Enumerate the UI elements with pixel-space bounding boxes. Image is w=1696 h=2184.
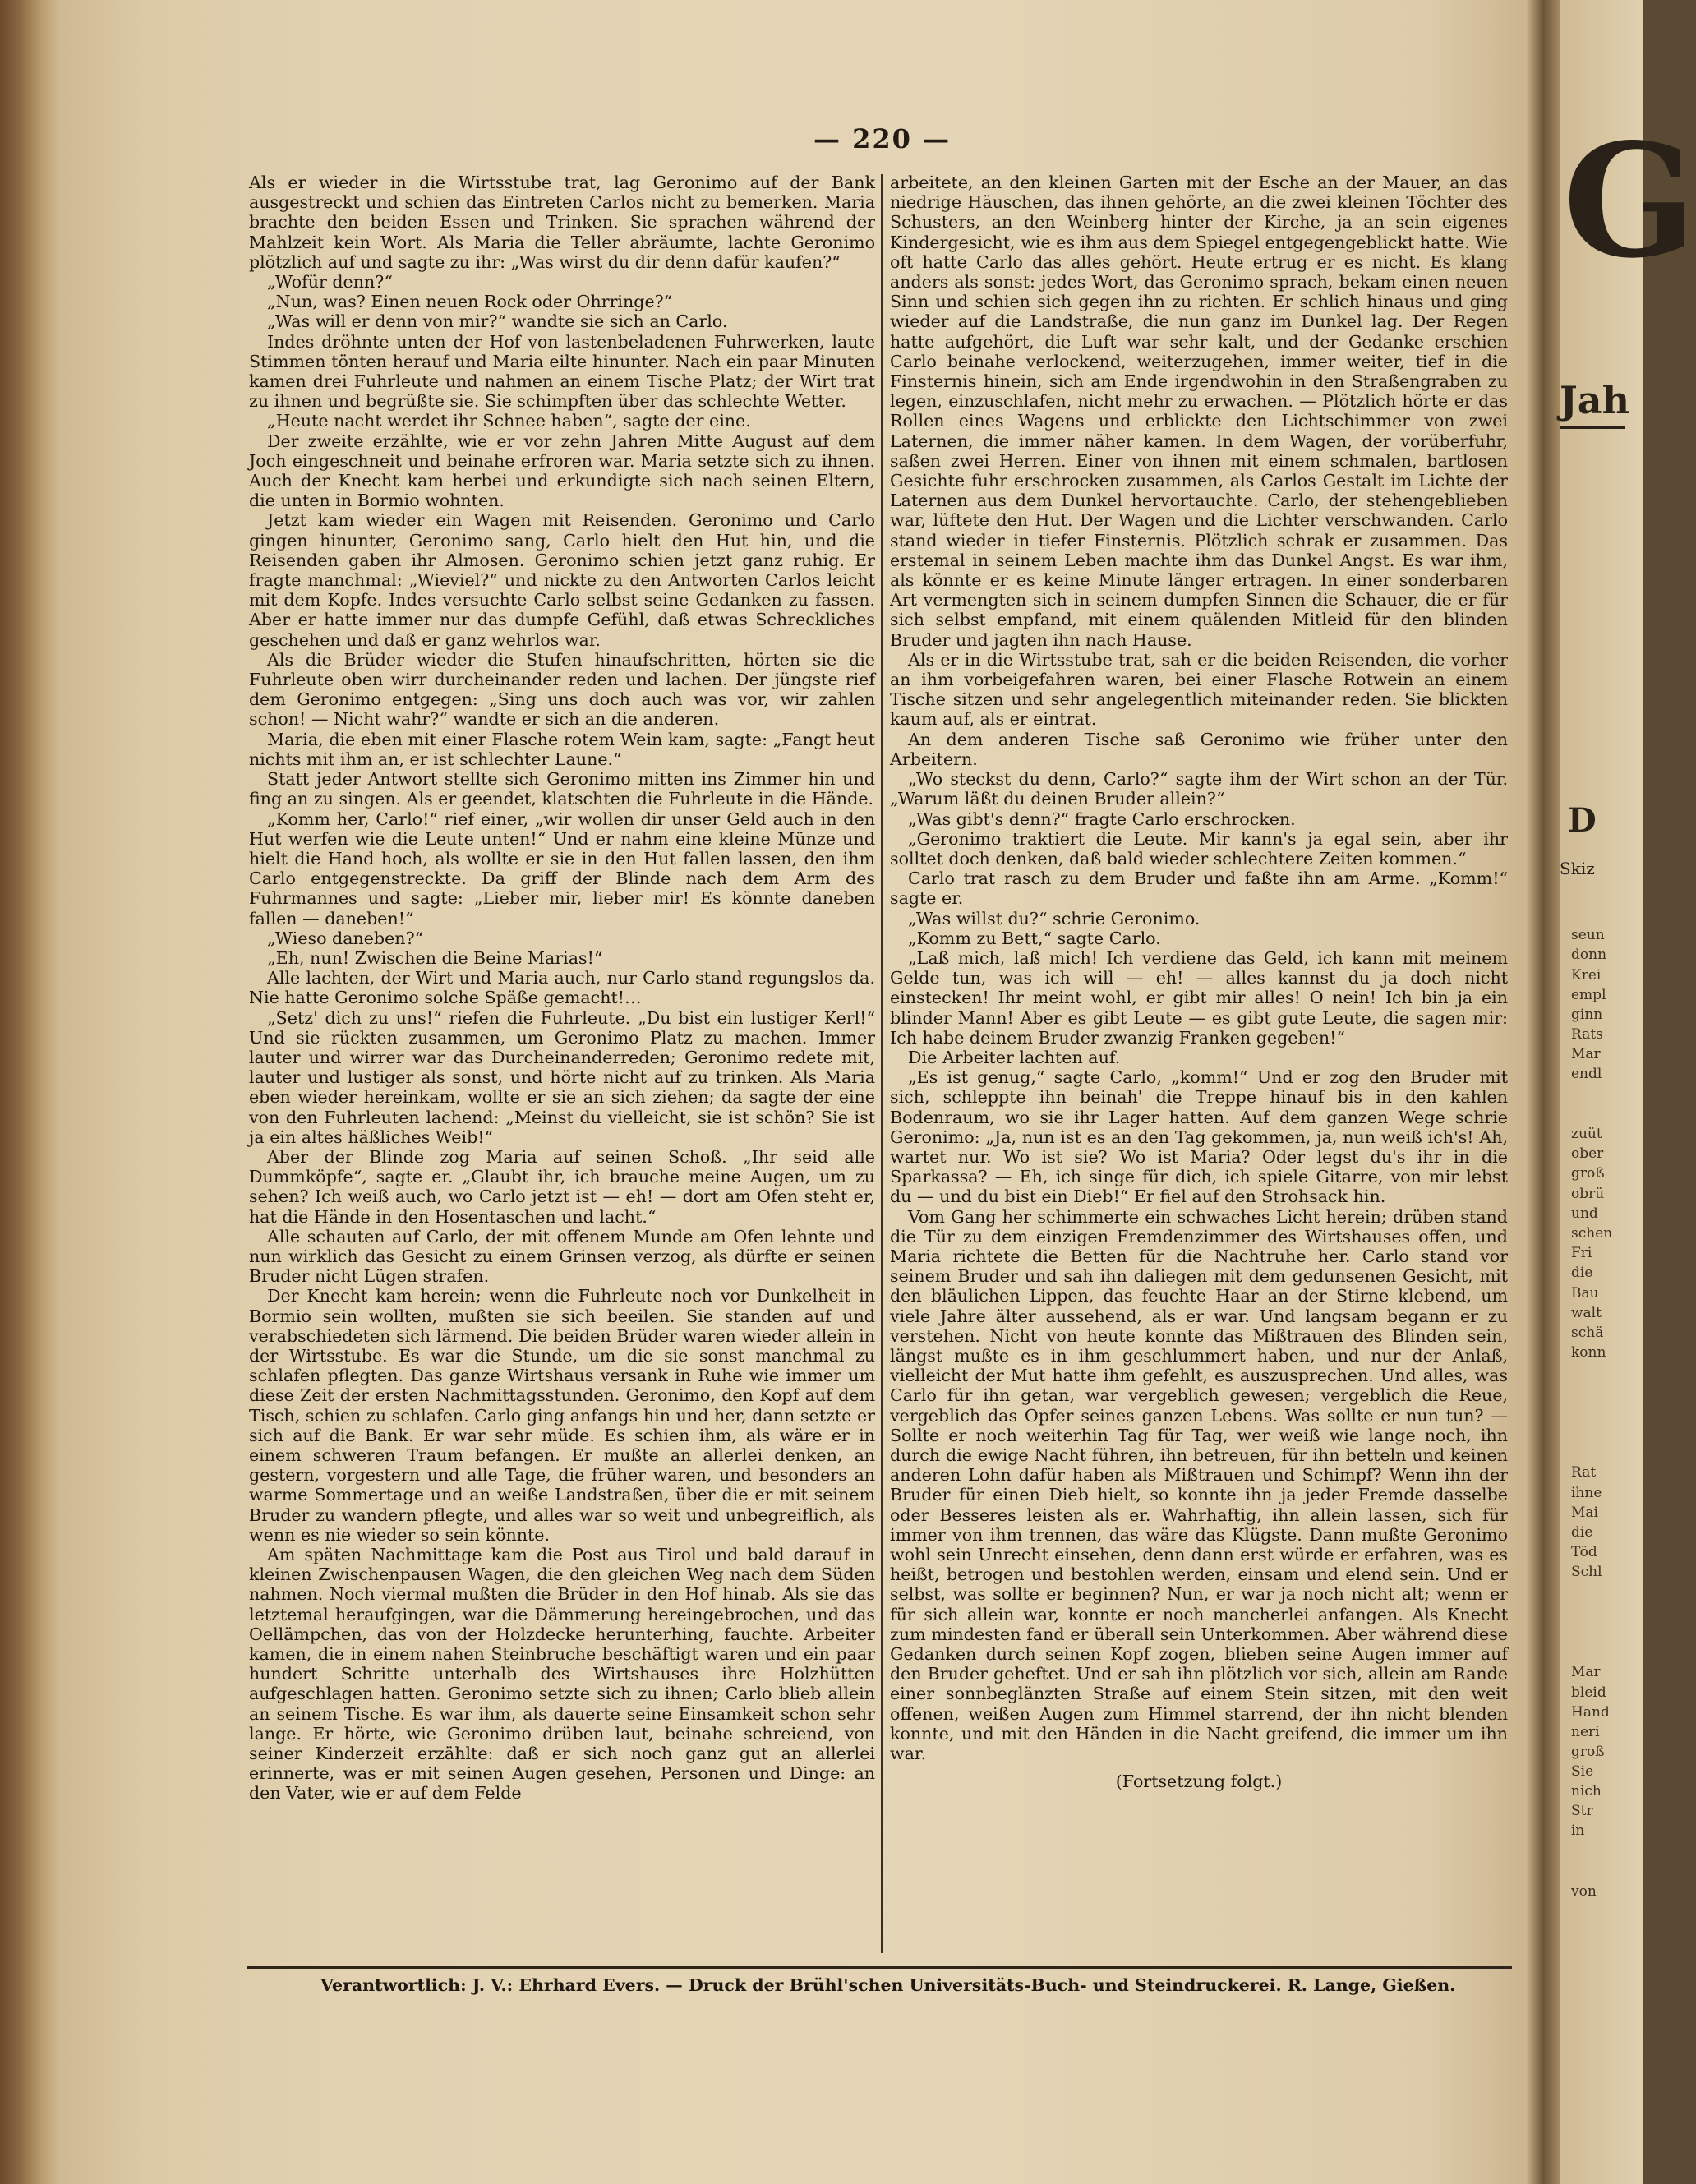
next-page-word: Mar	[1571, 1664, 1601, 1680]
next-page-word: Töd	[1571, 1544, 1597, 1560]
next-page-word: Hand	[1571, 1704, 1610, 1721]
next-page-word: walt	[1571, 1305, 1602, 1321]
paragraph: „Wo steckst du denn, Carlo?“ sagte ihm der Wirt schon an der Tür. „Warum läßt du deinen Bruder allein?“	[890, 769, 1508, 809]
paragraph: An dem anderen Tische saß Geronimo wie früher unter den Arbeitern.	[890, 729, 1508, 769]
paragraph: Statt jeder Antwort stellte sich Geronimo mitten ins Zimmer hin und fing an zu singen. Als er geendet, klatschten die Fuhrleute in die Hände.	[249, 769, 875, 809]
next-page-word: Fri	[1571, 1245, 1592, 1261]
paragraph: Die Arbeiter lachten auf.	[908, 1047, 1121, 1067]
paragraph: „Heute nacht werdet ihr Schnee haben“, sagte der eine.	[267, 411, 751, 431]
next-page-word: Rat	[1571, 1464, 1597, 1481]
paragraph: „Was willst du?“ schrie Geronimo.	[908, 908, 1201, 928]
next-page-word: donn	[1571, 947, 1607, 963]
next-page-masthead-glyph: G	[1563, 109, 1696, 293]
paragraph: „Geronimo traktiert die Leute. Mir kann's ja egal sein, aber ihr solltet doch denken, daß bald wieder schlechtere Zeiten kommen.“	[890, 828, 1508, 869]
paragraph: „Was gibt's denn?“ fragte Carlo erschrocken.	[908, 809, 1296, 829]
next-page-word: ober	[1571, 1145, 1604, 1162]
next-page-word: obrü	[1571, 1186, 1605, 1202]
next-page-word: Schl	[1571, 1564, 1602, 1580]
paragraph: Als er wieder in die Wirtsstube trat, lag Geronimo auf der Bank ausgestreckt und schien das Eintreten Carlos nicht zu bemerken. Maria brachte den beiden Essen und Trinken. Sie sprachen während der Mahlzeit kein Wort. Als Maria die Teller abräumte, lachte Geronimo plötzlich auf und sagte zu ihr: „Was wirst du dir denn dafür kaufen?“	[249, 173, 875, 272]
paragraph: „Was will er denn von mir?“ wandte sie sich an Carlo.	[267, 311, 728, 332]
imprint-line: Verantwortlich: J. V.: Ehrhard Evers. — Druck der Brühl'schen Universitäts-Buch- und Steindruckerei. R. Lange, Gießen.	[320, 1975, 1456, 1995]
next-page-word: die	[1571, 1524, 1593, 1541]
paragraph: arbeitete, an den kleinen Garten mit der Esche an der Mauer, an das niedrige Häuschen, das ihnen gehörte, an die zwei kleinen Töchter des Schusters, an den Weinberg hinter der Kirche, ja an sein eigenes Kindergesicht, wie es ihm aus dem Spiegel entgegengeblickt hatte. Wie oft hatte Carlo das alles gehört. Heute ertrug er es nicht. Es klang anders als sonst: jedes Wort, das Geronimo sprach, bekam einen neuen Sinn und schien sich gegen ihn zu richten. Er schlich hinaus und ging wieder auf die Landstraße, die nun ganz im Dunkel lag. Der Regen hatte aufgehört, die Luft war sehr kalt, und der Gedanke erschien Carlo beinahe verlockend, weiterzugehen, immer weiter, tief in die Finsternis hinein, sich am Ende irgendwohin in den Straßengraben zu legen, einzuschlafen, nicht mehr zu erwachen. — Plötzlich hörte er das Rollen eines Wagens und erblickte den Lichtschimmer von zwei Laternen, die immer näher kamen. In dem Wagen, der vorüberfuhr, saßen zwei Herren. Einer von ihnen mit einem schmalen, bartlosen Gesichte fuhr erschrocken zusammen, als Carlos Gestalt im Lichte der Laternen aus dem Dunkel hervortauchte. Carlo, der stehengeblieben war, lüftete den Hut. Der Wagen und die Lichter verschwanden. Carlo stand wieder in tiefer Finsternis. Plötzlich schrak er zusammen. Das erstemal in seinem Leben machte ihm das Dunkel Angst. Es war ihm, als könnte er es keine Minute länger ertragen. In einer sonderbaren Art vermengten sich in seinem dumpfen Sinnen die Schauer, die er für sich selbst empfand, mit einem quälenden Mitleid für den blinden Bruder und jagten ihn nach Hause.	[890, 173, 1508, 650]
next-page-rule	[1560, 426, 1625, 429]
next-page-word: schä	[1571, 1325, 1604, 1341]
paragraph: Der zweite erzählte, wie er vor zehn Jahren Mitte August auf dem Joch eingeschneit und beinahe erfroren war. Maria setzte sich zu ihnen. Auch der Knecht kam herbei und erkundigte sich nach seinen Eltern, die unten in Bormio wohnten.	[249, 431, 875, 511]
next-page-word: groß	[1571, 1744, 1605, 1760]
next-page-word: ginn	[1571, 1007, 1603, 1023]
paragraph: Jetzt kam wieder ein Wagen mit Reisenden. Geronimo und Carlo gingen hinunter, Geronimo sang, Carlo hielt den Hut hin, und die Reisenden gaben ihr Almosen. Geronimo schien jetzt ganz ruhig. Er fragte manchmal: „Wieviel?“ und nickte zu den Antworten Carlos leicht mit dem Kopfe. Indes versuchte Carlo selbst seine Gedanken zu fassen. Aber er hatte immer nur das dumpfe Gefühl, daß etwas Schreckliches geschehen und daß er ganz wehrlos war.	[249, 510, 875, 650]
column-divider	[881, 174, 883, 1953]
next-page-word: seun	[1571, 927, 1605, 943]
right-text-column	[890, 173, 1508, 1951]
paragraph: Vom Gang her schimmerte ein schwaches Licht herein; drüben stand die Tür zu dem einzigen Fremdenzimmer des Wirtshauses offen, und Maria richtete die Betten für die Nachtruhe her. Carlo stand vor seinem Bruder und sah ihn daliegen mit dem gedunsenen Gesicht, mit den bläulichen Lippen, das feuchte Haar an der Stirne klebend, um viele Jahre älter aussehend, als er war. Und langsam begann er zu verstehen. Nicht von heute konnte das Mißtrauen des Blinden sein, längst mußte es in ihm geschlummert haben, und nur der Anlaß, vielleicht der Mut hatte ihm gefehlt, es auszusprechen. Und alles, was Carlo für ihn getan, war vergeblich gewesen; vergeblich die Reue, vergeblich das Opfer seines ganzen Lebens. Was sollte er nun tun? — Sollte er noch weiterhin Tag für Tag, wer weiß wie lange noch, ihn durch die ewige Nacht führen, ihn betreuen, für ihn betteln und keinen anderen Lohn dafür haben als Mißtrauen und Schimpf? Wenn ihn der Bruder für einen Dieb hielt, so konnte ihn ja jeder Fremde dasselbe oder Besseres leisten als er. Wahrhaftig, ihn allein lassen, sich für immer von ihm trennen, das wäre das Klügste. Dann mußte Geronimo wohl sein Unrecht einsehen, denn dann erst würde er erfahren, was es heißt, betrogen und bestohlen werden, einsam und elend sein. Und er selbst, was sollte er beginnen? Nun, er war ja noch nicht alt; wenn er für sich allein war, konnte er noch mancherlei anfangen. Als Knecht zum mindesten fand er überall sein Unterkommen. Aber während diese Gedanken durch seinen Kopf zogen, blieben seine Augen immer auf den Bruder geheftet. Und er sah ihn plötzlich vor sich, allein am Rande einer sonnbeglänzten Straße auf einem Stein sitzen, mit den weit offenen, weißen Augen zum Himmel starrend, der ihn nicht blenden konnte, und mit den Händen in die Nacht greifend, die immer um ihn war.	[890, 1206, 1508, 1764]
paragraph: Maria, die eben mit einer Flasche rotem Wein kam, sagte: „Fangt heut nichts mit ihm an, er ist schlechter Laune.“	[249, 729, 875, 769]
next-page-word: ihne	[1571, 1485, 1602, 1501]
paragraph: Carlo trat rasch zu dem Bruder und faßte ihn am Arme. „Komm!“ sagte er.	[890, 869, 1508, 909]
next-page-word: konn	[1571, 1344, 1606, 1361]
paragraph: „Eh, nun! Zwischen die Beine Marias!“	[267, 947, 603, 968]
paragraph: Als die Brüder wieder die Stufen hinaufschritten, hörten sie die Fuhrleute oben wirr durcheinander reden und lachen. Der jüngste rief dem Geronimo entgegen: „Sing uns doch auch was vor, wir zahlen schon! — Nicht wahr?“ wandte er sich an die anderen.	[249, 649, 875, 730]
next-page-word: Mar	[1571, 1046, 1601, 1062]
paragraph: Aber der Blinde zog Maria auf seinen Schoß. „Ihr seid alle Dummköpfe“, sagte er. „Glaubt ihr, ich brauche meine Augen, um zu sehen? Ich weiß auch, wo Carlo jetzt ist — eh! — dort am Ofen steht er, hat die Hände in den Hosentaschen und lacht.“	[249, 1146, 875, 1227]
next-page-word: von	[1571, 1883, 1597, 1900]
next-page-word: Mai	[1571, 1504, 1598, 1521]
next-page-word: die	[1571, 1265, 1593, 1281]
next-page-word: Str	[1571, 1803, 1593, 1819]
next-page-word: zuüt	[1571, 1126, 1602, 1142]
paragraph: „Es ist genug,“ sagte Carlo, „komm!“ Und er zog den Bruder mit sich, schleppte ihn beinah' die Treppe hinauf bis in den kahlen Bodenraum, wo sie ihr Lager hatten. Auf dem ganzen Wege schrie Geronimo: „Ja, nun ist es an den Tag gekommen, ja, nun weiß ich's! Ah, wartet nur. Wo ist sie? Wo ist Maria? Oder legst du's ihr in die Sparkassa? — Eh, ich singe für dich, ich spiele Gitarre, von mir lebst du — und du bist ein Dieb!“ Er fiel auf den Strohsack hin.	[890, 1067, 1508, 1207]
next-page-word: bleid	[1571, 1684, 1606, 1701]
paragraph: „Setz' dich zu uns!“ riefen die Fuhrleute. „Du bist ein lustiger Kerl!“ Und sie rückten zusammen, um Geronimo Platz zu machen. Immer lauter und wirrer war das Durcheinanderreden; Geronimo redete mit, lauter und lustiger als sonst, und hörte nicht auf zu trinken. Als Maria eben wieder hereinkam, wollte er sie an sich ziehen; da sagte der eine von den Fuhrleuten lachend: „Meinst du vielleicht, sie ist schön? Sie ist ja ein altes häßliches Weib!“	[249, 1007, 875, 1147]
continued-note: (Fortsetzung folgt.)	[1115, 1772, 1283, 1792]
paragraph: „Komm zu Bett,“ sagte Carlo.	[908, 928, 1161, 948]
paragraph: „Nun, was? Einen neuen Rock oder Ohrringe?“	[267, 292, 673, 312]
next-page-word: neri	[1571, 1724, 1600, 1740]
next-page-word: schen	[1571, 1225, 1613, 1242]
paragraph: „Wieso daneben?“	[267, 928, 424, 948]
next-page-subtitle: Skiz	[1560, 859, 1595, 878]
paragraph: Als er in die Wirtsstube trat, sah er die beiden Reisenden, die vorher an ihm vorbeigefahren waren, bei einer Flasche Rotwein an einem Tische sitzen und sehr angelegentlich miteinander reden. Sie blickten kaum auf, als er eintrat.	[890, 649, 1508, 730]
left-text-column	[249, 173, 875, 1951]
next-page-word: empl	[1571, 987, 1606, 1003]
paragraph: Alle lachten, der Wirt und Maria auch, nur Carlo stand regungslos da. Nie hatte Geronimo solche Späße gemacht!…	[249, 968, 875, 1008]
next-page-word: Rats	[1571, 1026, 1603, 1043]
paragraph: Am späten Nachmittage kam die Post aus Tirol und bald darauf in kleinen Zwischenpausen Wagen, die den gleichen Weg nach dem Süden nahmen. Noch viermal mußten die Brüder in den Hof hinab. Als sie das letztemal heraufgingen, war die Dämmerung hereingebrochen, und das Oellämpchen, das von der Holzdecke herunterhing, fauchte. Arbeiter kamen, die in einem nahen Steinbruche beschäftigt waren und ein paar hundert Schritte unterhalb des Wirtshauses ihre Holzhütten aufgeschlagen hatten. Geronimo setzte sich zu ihnen; Carlo blieb allein an seinem Tische. Es war ihm, als dauerte seine Einsamkeit schon sehr lange. Er hörte, wie Geronimo drüben laut, beinahe schreiend, von seiner Kinderzeit erzählte: daß er sich noch ganz gut an allerlei erinnerte, was er mit seinen Augen gesehen, Personen und Dinge: an den Vater, wie er auf dem Felde	[249, 1545, 875, 1804]
next-page-heading-cap: D	[1568, 801, 1597, 840]
next-page-word: und	[1571, 1205, 1598, 1222]
next-page-word: Sie	[1571, 1763, 1594, 1780]
next-page-word: in	[1571, 1822, 1585, 1839]
paragraph: Der Knecht kam herein; wenn die Fuhrleute noch vor Dunkelheit in Bormio sein wollten, mußten sie sich beeilen. Sie standen auf und verabschiedeten sich lärmend. Die beiden Brüder waren wieder allein in der Wirtsstube. Es war die Stunde, um die sie sonst manchmal zu schlafen pflegten. Das ganze Wirtshaus versank in Ruhe wie immer um diese Zeit der ersten Nachmittagsstunden. Geronimo, den Kopf auf dem Tisch, schien zu schlafen. Carlo ging anfangs hin und her, dann setzte er sich auf die Bank. Er war sehr müde. Es schien ihm, als wäre er in einem schweren Traum befangen. Er mußte an allerlei denken, an gestern, vorgestern und alle Tage, die früher waren, und besonders an warme Sommertage und an weiße Landstraßen, über die er mit seinem Bruder zu wandern pflegte, und alles war so weit und unbegreiflich, als wenn es nie wieder so sein könnte.	[249, 1286, 875, 1545]
paragraph: „Laß mich, laß mich! Ich verdiene das Geld, ich kann mit meinem Gelde tun, was ich will — eh! — alles kannst du ja doch nicht einstecken! Ihr meint wohl, er gibt mir alles! O nein! Ich bin ja ein blinder Mann! Aber es gibt Leute — es gibt gute Leute, die sagen mir: Ich habe deinem Bruder zwanzig Franken gegeben!“	[890, 947, 1508, 1048]
page-number: — 220 —	[813, 123, 952, 154]
footer-rule	[247, 1966, 1512, 1969]
paragraph: Alle schauten auf Carlo, der mit offenem Munde am Ofen lehnte und nun wirklich das Gesicht zu einem Grinsen verzog, als dürfte er seinen Bruder nicht Lügen strafen.	[249, 1226, 875, 1287]
next-page-strip	[1560, 0, 1696, 2184]
next-page-word: Bau	[1571, 1285, 1599, 1302]
paragraph: Indes dröhnte unten der Hof von lastenbeladenen Fuhrwerken, laute Stimmen tönten herauf und Maria eilte hinunter. Nach ein paar Minuten kamen drei Fuhrleute und nahmen an einem Tische Platz; der Wirt trat zu ihnen und begrüßte sie. Sie schimpften über das schlechte Wetter.	[249, 331, 875, 412]
next-page-word: nich	[1571, 1783, 1602, 1799]
book-left-edge	[0, 0, 58, 2184]
book-gutter	[1527, 0, 1560, 2184]
next-page-word: groß	[1571, 1165, 1605, 1182]
paragraph: „Wofür denn?“	[267, 272, 393, 293]
next-page-label: Jah	[1560, 378, 1630, 422]
next-page-word: Krei	[1571, 967, 1602, 984]
next-page-word: endl	[1571, 1066, 1602, 1082]
paragraph: „Komm her, Carlo!“ rief einer, „wir wollen dir unser Geld auch in den Hut werfen wie die Leute unten!“ Und er nahm eine kleine Münze und hielt die Hand hoch, als wollte er sie in den Hut fallen lassen, den ihm Carlo entgegenstreckte. Da griff der Blinde nach dem Arm des Fuhrmannes und sagte: „Lieber mir, lieber mir! Es könnte daneben fallen — daneben!“	[249, 809, 875, 928]
